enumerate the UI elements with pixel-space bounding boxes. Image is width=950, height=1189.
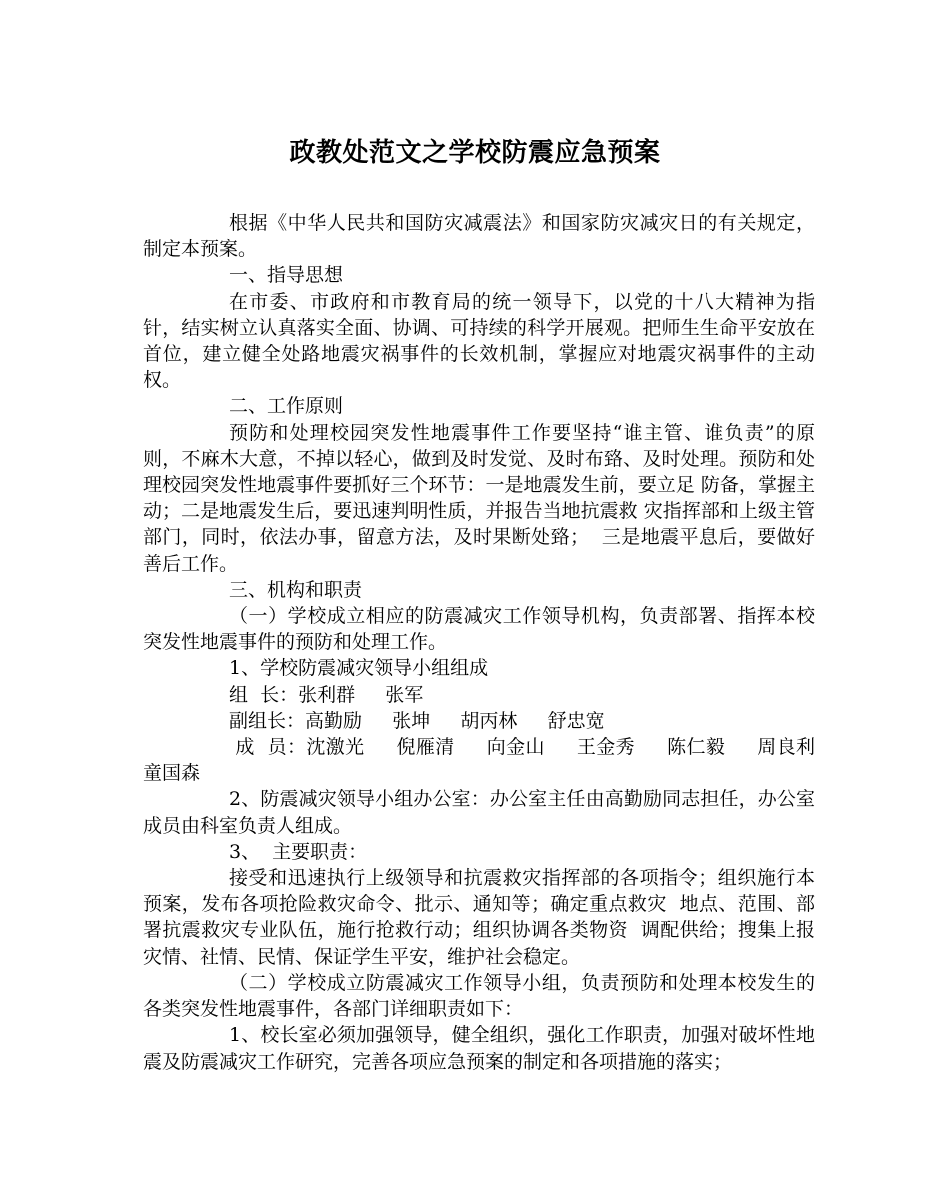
paragraph-main-duties: 接受和迅速执行上级领导和抗震救灾指挥部的各项指令；组织施行本预案，发布各项抢险救灾命令、批示、通知等；确定重点救灾 地点、范围、部署抗震救灾专业队伍，施行抢救行动；组织协调各类物资 调配供给；搜集上报灾情、社情、民情、保证学生平安，维护社会稳定。 (143, 867, 815, 968)
subheading-main-duties: 3、 主要职责： (229, 840, 368, 863)
deputy-leader-line: 副组长：高勤励 张坤 胡丙林 舒忠宽 (229, 709, 605, 732)
paragraph-intro: 根据《中华人民共和国防灾减震法》和国家防灾减灾日的有关规定，制定本预案。 (143, 212, 815, 261)
document-title: 政教处范文之学校防震应急预案 (289, 138, 661, 168)
paragraph-organization-2: （二）学校成立防震减灾工作领导小组，负责预防和处理本校发生的各类突发性地震事件，各部门详细职责如下： (143, 971, 815, 1021)
subheading-leadership-group: 1、学校防震减灾领导小组组成 (229, 657, 489, 680)
section-heading-work-principles: 二、工作原则 (229, 395, 344, 418)
paragraph-work-principles: 预防和处理校园突发性地震事件工作要坚持“谁主管、谁负责”的原则，不麻木大意，不掉以轻心，做到及时发觉、及时布臵、及时处理。预防和处理校园突发性地震事件要抓好三个环节：一是地震发生前，要立足 防备，掌握主动；二是地震发生后，要迅速判明性质，并报告当地抗震救 灾指挥部和上级主管部门，同时，依法办事，留意方法，及时果断处臵； 三是地震平息后，要做好善后工作。 (143, 421, 815, 575)
paragraph-principal-office: 1、校长室必须加强领导，健全组织，强化工作职责，加强对破坏性地震及防震减灾工作研究，完善各项应急预案的制定和各项措施的落实； (143, 1024, 815, 1073)
document-body (143, 210, 846, 1075)
members-line: 成 员：沈激光 倪雁清 向金山 王金秀 陈仁毅 周良利 童国森 (143, 736, 846, 785)
leader-line: 组 长：张利群 张军 (229, 683, 424, 706)
paragraph-guiding-ideology: 在市委、市政府和市教育局的统一领导下，以党的十八大精神为指针，结实树立认真落实全面、协调、可持续的科学开展观。把师生生命平安放在首位，建立健全处路地震灾祸事件的长效机制，掌握应对地震灾祸事件的主动权。 (143, 290, 815, 392)
paragraph-organization-1: （一）学校成立相应的防震减灾工作领导机构，负责部署、指挥本校突发性地震事件的预防和处理工作。 (143, 605, 815, 654)
section-heading-guiding-ideology: 一、指导思想 (229, 264, 344, 287)
paragraph-office: 2、防震减灾领导小组办公室：办公室主任由高勤励同志担任，办公室成员由科室负责人组成。 (143, 788, 815, 837)
section-heading-organization: 三、机构和职责 (229, 578, 363, 601)
